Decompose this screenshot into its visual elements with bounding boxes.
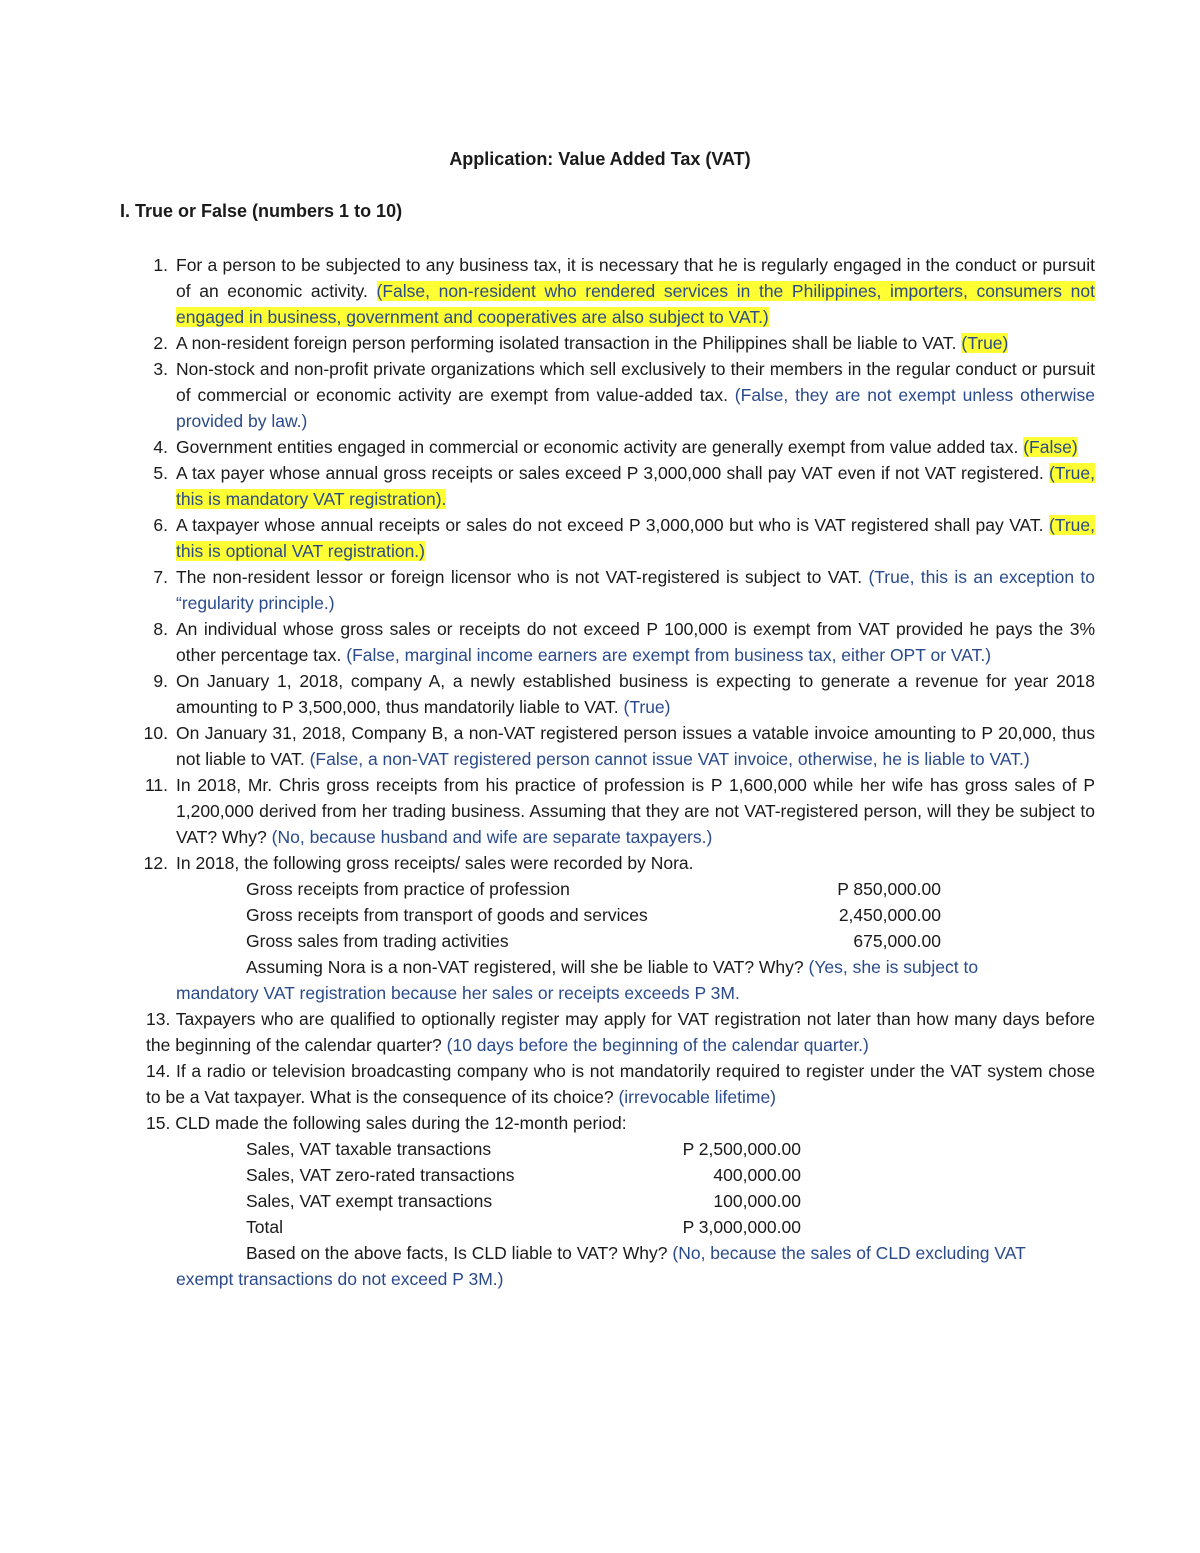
table-amount: 400,000.00 bbox=[713, 1165, 801, 1185]
list-item bbox=[120, 772, 1095, 850]
table-label: Gross receipts from transport of goods and services bbox=[246, 905, 648, 925]
answer-text: (False, a non-VAT registered person cannot issue VAT invoice, otherwise, he is liable to VAT.) bbox=[309, 749, 1030, 769]
item-number: 11. bbox=[144, 775, 168, 795]
list-item bbox=[120, 850, 1095, 876]
table-label: Gross sales from trading activities bbox=[246, 931, 509, 951]
item-text bbox=[176, 356, 1095, 434]
section-heading: I. True or False (numbers 1 to 10) bbox=[120, 201, 403, 221]
list-item bbox=[120, 720, 1095, 772]
question-text: In 2018, Mr. Chris gross receipts from his practice of profession is P 1,600,000 while her wife has gross sales of P 1,200,000 derived from her trading business. Assuming that they are not VAT-registered person, will they be subject to VAT? Why? bbox=[176, 775, 1095, 847]
list-item bbox=[120, 564, 1095, 616]
table-label: Total bbox=[246, 1217, 283, 1237]
table-amount: P 2,500,000.00 bbox=[682, 1139, 801, 1159]
table-amount: P 850,000.00 bbox=[837, 879, 941, 899]
list-item bbox=[120, 668, 1095, 720]
answer-text: mandatory VAT registration because her sales or receipts exceeds P 3M. bbox=[176, 983, 740, 1003]
question-text: An individual whose gross sales or receipts do not exceed P 100,000 is exempt from VAT provided he pays the 3% other percentage tax. bbox=[176, 619, 1095, 665]
question-text: Non-stock and non-profit private organizations which sell exclusively to their members in the regular conduct or pursuit of commercial or economic activity are exempt from value-added tax. bbox=[176, 359, 1095, 405]
item-text bbox=[176, 330, 1095, 356]
answer-text: (True) bbox=[961, 333, 1009, 353]
item-number: 7. bbox=[153, 567, 168, 587]
item-text bbox=[176, 564, 1095, 616]
item12-question bbox=[246, 954, 1095, 980]
answer-text: (False) bbox=[1023, 437, 1078, 457]
table-label: Sales, VAT zero-rated transactions bbox=[246, 1165, 515, 1185]
answer-text: (False, they are not exempt unless otherwise provided by law.) bbox=[176, 385, 1095, 431]
nora-receipts-table bbox=[246, 876, 1095, 954]
question-text: The non-resident lessor or foreign licensor who is not VAT-registered is subject to VAT. bbox=[176, 567, 869, 587]
answer-text: (10 days before the beginning of the calendar quarter.) bbox=[446, 1035, 869, 1055]
item-number: 12. bbox=[143, 853, 168, 873]
table-label: Sales, VAT taxable transactions bbox=[246, 1139, 492, 1159]
cld-sales-table bbox=[246, 1136, 1095, 1240]
item-number: 2. bbox=[153, 333, 168, 353]
answer-text: (No, because the sales of CLD excluding VAT bbox=[672, 1243, 1026, 1263]
question-text: Government entities engaged in commercial or economic activity are generally exempt from value added tax. bbox=[176, 437, 1024, 457]
list-item bbox=[120, 434, 1095, 460]
item-text bbox=[176, 460, 1095, 512]
item-text bbox=[176, 850, 1095, 876]
item-number: 1. bbox=[153, 255, 168, 275]
question-text: Assuming Nora is a non-VAT registered, will she be liable to VAT? Why? bbox=[246, 957, 809, 977]
list-item bbox=[120, 616, 1095, 668]
item-number: 3. bbox=[153, 359, 168, 379]
table-amount: 100,000.00 bbox=[713, 1191, 801, 1211]
answer-text: (Yes, she is subject to bbox=[808, 957, 979, 977]
question-list bbox=[120, 252, 1095, 1292]
question-text: Based on the above facts, Is CLD liable to VAT? Why? bbox=[246, 1243, 673, 1263]
list-item bbox=[120, 512, 1095, 564]
answer-text: (True, this is an exception to “regularity principle.) bbox=[176, 567, 1095, 613]
list-item bbox=[120, 330, 1095, 356]
item14 bbox=[146, 1058, 1095, 1110]
list-item bbox=[120, 460, 1095, 512]
question-text: For a person to be subjected to any business tax, it is necessary that he is regularly engaged in the conduct or pursuit of an economic activity. bbox=[176, 255, 1095, 301]
item13 bbox=[146, 1006, 1095, 1058]
item-text bbox=[176, 720, 1095, 772]
question-text: A non-resident foreign person performing isolated transaction in the Philippines shall be liable to VAT. bbox=[176, 333, 962, 353]
question-text: 13. Taxpayers who are qualified to optionally register may apply for VAT registration not later than how many days before the beginning of the calendar quarter? bbox=[146, 1009, 1095, 1055]
item-text bbox=[176, 434, 1095, 460]
item-number: 5. bbox=[153, 463, 168, 483]
table-amount: P 3,000,000.00 bbox=[682, 1217, 801, 1237]
table-label: Gross receipts from practice of profession bbox=[246, 879, 570, 899]
answer-text: (False, marginal income earners are exempt from business tax, either OPT or VAT.) bbox=[346, 645, 992, 665]
item-text bbox=[176, 512, 1095, 564]
document-title: Application: Value Added Tax (VAT) bbox=[449, 149, 751, 169]
question-text: A tax payer whose annual gross receipts or sales exceed P 3,000,000 shall pay VAT even if not VAT registered. bbox=[176, 463, 1049, 483]
question-text: On January 1, 2018, company A, a newly established business is expecting to generate a revenue for year 2018 amounting to P 3,500,000, thus mandatorily liable to VAT. bbox=[176, 671, 1095, 717]
item-number: 8. bbox=[153, 619, 168, 639]
answer-text: exempt transactions do not exceed P 3M.) bbox=[176, 1269, 504, 1289]
item15: 15. CLD made the following sales during the 12-month period: bbox=[146, 1113, 627, 1133]
item-number: 6. bbox=[153, 515, 168, 535]
table-amount: 2,450,000.00 bbox=[838, 905, 941, 925]
answer-text: (True, this is mandatory VAT registration). bbox=[176, 463, 1095, 509]
answer-text: (True, this is optional VAT registration.) bbox=[176, 515, 1095, 561]
answer-text: (False, non-resident who rendered services in the Philippines, importers, consumers not engaged in business, government and cooperatives are also subject to VAT.) bbox=[176, 281, 1095, 327]
item-number: 9. bbox=[153, 671, 168, 691]
item-number: 10. bbox=[143, 723, 168, 743]
item-text bbox=[176, 772, 1095, 850]
item-text bbox=[176, 252, 1095, 330]
list-item bbox=[120, 356, 1095, 434]
list-item bbox=[120, 252, 1095, 330]
item-text bbox=[176, 668, 1095, 720]
answer-text: (No, because husband and wife are separate taxpayers.) bbox=[271, 827, 713, 847]
question-text: On January 31, 2018, Company B, a non-VAT registered person issues a vatable invoice amounting to P 20,000, thus not liable to VAT. bbox=[176, 723, 1095, 769]
item-text bbox=[176, 616, 1095, 668]
answer-text: (True) bbox=[623, 697, 671, 717]
table-label: Sales, VAT exempt transactions bbox=[246, 1191, 493, 1211]
item15-question bbox=[246, 1240, 1095, 1266]
question-text: 14. If a radio or television broadcasting company who is not mandatorily required to register under the VAT system chose to be a Vat taxpayer. What is the consequence of its choice? bbox=[146, 1061, 1095, 1107]
question-text: In 2018, the following gross receipts/ sales were recorded by Nora. bbox=[176, 853, 694, 873]
table-amount: 675,000.00 bbox=[853, 931, 941, 951]
item-number: 4. bbox=[153, 437, 168, 457]
answer-text: (irrevocable lifetime) bbox=[618, 1087, 777, 1107]
question-text: A taxpayer whose annual receipts or sales do not exceed P 3,000,000 but who is VAT registered shall pay VAT. bbox=[176, 515, 1049, 535]
